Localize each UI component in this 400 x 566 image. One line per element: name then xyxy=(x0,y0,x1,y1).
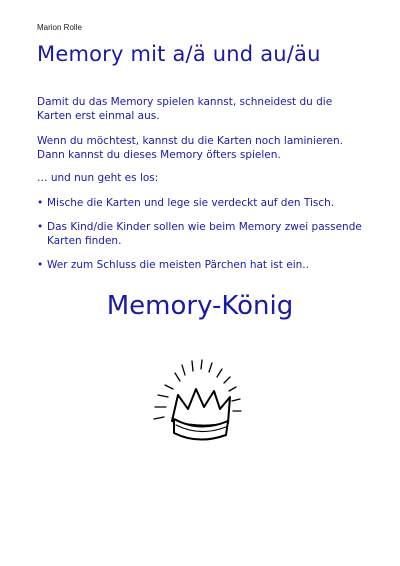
page-title: Memory mit a/ä und au/äu xyxy=(37,42,321,66)
start-paragraph: … und nun geht es los: xyxy=(37,172,159,184)
memory-king-heading: Memory-König xyxy=(106,291,294,321)
author-name: Marion Rolle xyxy=(37,23,82,32)
laminate-paragraph: Wenn du möchtest, kannst du die Karten noch laminieren. Dann kannst du dieses Memory öfters spielen. xyxy=(37,135,343,161)
instruction-list xyxy=(37,196,367,282)
instruction-item-winner: • Wer zum Schluss die meisten Pärchen hat ist ein.. xyxy=(37,258,367,272)
instruction-item-shuffle: • Mische die Karten und lege sie verdeckt auf den Tisch. xyxy=(37,196,367,210)
instruction-item-find-pairs: • Das Kind/die Kinder sollen wie beim Memory zwei passende Karten finden. xyxy=(37,220,367,248)
intro-paragraph: Damit du das Memory spielen kannst, schneidest du die Karten erst einmal aus. xyxy=(37,96,333,122)
crown-icon xyxy=(140,355,260,450)
